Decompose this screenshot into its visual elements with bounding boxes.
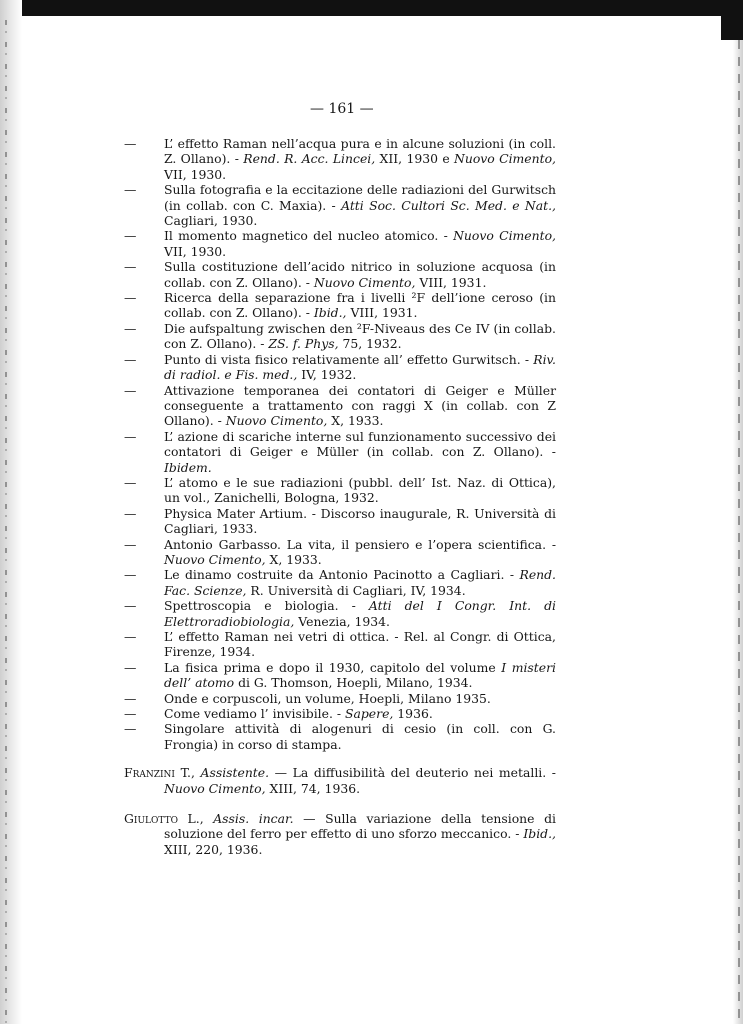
entry-text: Sulla fotografia e la eccitazione delle radiazioni del Gurwitsch (in collab. con C. Maxia). -: [164, 182, 556, 213]
scan-top-border: [0, 0, 743, 16]
publication-entry: [124, 475, 556, 506]
journal-title: Ibidem.: [164, 459, 212, 475]
journal-reference: Cagliari, 1930.: [164, 213, 258, 229]
publication-entry: [124, 691, 556, 706]
entry-text: — La diffusibilità del deuterio nei metalli. -: [274, 765, 556, 781]
entry-dash: —: [124, 382, 137, 398]
entry-dash: —: [124, 228, 137, 244]
journal-reference: 1936.: [397, 706, 433, 722]
author-name: Giulotto L.,: [124, 811, 204, 827]
entry-dash: —: [124, 567, 137, 583]
publication-entry: [124, 537, 556, 568]
entry-dash: —: [124, 428, 137, 444]
entry-dash: —: [124, 598, 137, 614]
publication-entry: [124, 136, 556, 182]
journal-title: Rend. R. Acc. Lincei,: [243, 151, 376, 167]
entry-dash: —: [124, 721, 137, 737]
entry-dash: —: [124, 290, 137, 306]
entry-text: Sulla costituzione dell’acido nitrico in soluzione acquosa (in collab. con Z. Ollano). -: [164, 259, 556, 290]
entry-dash: —: [124, 351, 137, 367]
scan-top-right-border: [721, 0, 743, 40]
publication-entry: [124, 567, 556, 598]
publication-list: [124, 136, 556, 752]
entry-text: Punto di vista fisico relativamente all’ effetto Gurwitsch. -: [164, 351, 530, 367]
entry-dash: —: [124, 505, 137, 521]
publication-entry: [124, 290, 556, 321]
entry-dash: —: [124, 474, 137, 490]
publication-entry: [124, 321, 556, 352]
journal-title: Nuovo Cimento,: [164, 780, 266, 796]
journal-reference: R. Università di Cagliari, IV, 1934.: [250, 582, 466, 598]
publication-entry: [124, 598, 556, 629]
journal-title: Ibid.,: [523, 826, 556, 842]
entry-text: — Sulla variazione della tensione di soluzione del ferro per effetto di uno sforzo meccanico. -: [164, 811, 556, 842]
franzini-entry: [124, 765, 556, 796]
journal-reference: VIII, 1931.: [419, 274, 487, 290]
publication-entry: [124, 352, 556, 383]
entry-dash: —: [124, 706, 137, 722]
entry-dash: —: [124, 259, 137, 275]
scan-left-edge: [0, 0, 22, 1024]
journal-reference: X, 1933.: [331, 413, 384, 429]
entry-text: Come vediamo l’ invisibile. -: [164, 706, 342, 722]
entry-text: Physica Mater Artium. - Discorso inaugurale, R. Università di Cagliari, 1933.: [164, 505, 556, 537]
author-role: Assis. incar.: [213, 811, 294, 827]
entry-text: L’ effetto Raman nei vetri di ottica. - Rel. al Congr. di Ottica, Firenze, 1934.: [164, 629, 556, 660]
journal-title: ZS. f. Phys,: [268, 336, 339, 352]
publication-entry: [124, 429, 556, 475]
publication-entry: [124, 383, 556, 429]
journal-title: Atti Soc. Cultori Sc. Med. e Nat.,: [341, 197, 556, 213]
journal-reference: VII, 1930.: [164, 166, 227, 182]
journal-title: Nuovo Cimento,: [313, 274, 416, 290]
entry-text: Ricerca della separazione fra i livelli ²F dell’ione ceroso (in collab. con Z. Ollano). -: [164, 290, 556, 321]
entry-text: Die aufspaltung zwischen den ²F-Niveaus des Ce IV (in collab. con Z. Ollano). -: [164, 320, 556, 352]
entry-dash: —: [124, 659, 137, 675]
journal-reference: VII, 1930.: [164, 243, 227, 259]
journal-title: Nuovo Cimento,: [225, 413, 328, 429]
journal-reference: XIII, 74, 1936.: [269, 780, 361, 796]
entry-text: L’ effetto Raman nell’acqua pura e in alcune soluzioni (in coll. Z. Ollano). -: [164, 136, 556, 167]
giulotto-entry: [124, 811, 556, 857]
journal-reference: VIII, 1931.: [350, 305, 418, 321]
journal-title: Nuovo Cimento,: [454, 151, 556, 167]
entry-dash: —: [124, 629, 137, 644]
entry-text: Il momento magnetico del nucleo atomico. -: [164, 228, 448, 244]
journal-title: Sapere,: [345, 706, 394, 722]
entry-dash: —: [124, 690, 137, 706]
journal-title: I misteri dell’ atomo: [164, 659, 556, 691]
entry-text: La fisica prima e dopo il 1930, capitolo del volume: [164, 659, 496, 675]
bibliography: [124, 136, 556, 857]
journal-title: Nuovo Cimento,: [164, 551, 266, 567]
entry-dash: —: [124, 182, 137, 198]
page-number: — 161 —: [310, 101, 374, 117]
journal-title: Nuovo Cimento,: [453, 228, 556, 244]
entry-text: L’ azione di scariche interne sul funzionamento successivo dei contatori di Geiger e Müller (in collab. con Z. Ollano). -: [164, 428, 556, 460]
journal-title: Ibid.,: [313, 305, 347, 321]
entry-dash: —: [124, 136, 137, 151]
entry-text: Singolare attività di alogenuri di cesio (in coll. con G. Frongia) in corso di stampa.: [164, 721, 556, 752]
author-name: Franzini T.,: [124, 765, 195, 781]
entry-text: Attivazione temporanea dei contatori di Geiger e Müller conseguente a trattamento con raggi X (in collab. con Z Ollano). -: [164, 382, 556, 429]
scan-right-edge: [733, 40, 743, 1024]
journal-title: Riv. di radiol. e Fis. med.,: [164, 351, 556, 383]
publication-entry: [124, 706, 556, 721]
publication-entry: [124, 228, 556, 259]
publication-entry: [124, 721, 556, 752]
journal-title: Rend. Fac. Scienze,: [164, 567, 556, 598]
journal-reference: XIII, 220, 1936.: [164, 841, 263, 857]
publication-entry: [124, 629, 556, 660]
journal-title: Atti del I Congr. Int. di Elettroradiobiologia,: [164, 598, 556, 629]
journal-reference: 75, 1932.: [342, 336, 402, 352]
journal-reference: XII, 1930 e: [379, 151, 450, 167]
publication-entry: [124, 660, 556, 691]
journal-reference: Venezia, 1934.: [298, 613, 390, 629]
publication-entry: [124, 506, 556, 537]
entry-dash: —: [124, 536, 137, 552]
entry-text: L’ atomo e le sue radiazioni (pubbl. dell’ Ist. Naz. di Ottica), un vol., Zanichelli, Bologna, 1932.: [164, 474, 556, 506]
author-role: Assistente.: [200, 765, 270, 781]
entry-text: Spettroscopia e biologia. -: [164, 598, 356, 614]
entry-text: Antonio Garbasso. La vita, il pensiero e l’opera scientifica. -: [164, 536, 556, 552]
journal-reference: di G. Thomson, Hoepli, Milano, 1934.: [238, 675, 473, 691]
publication-entry: [124, 259, 556, 290]
publication-entry: [124, 182, 556, 228]
entry-dash: —: [124, 320, 137, 336]
journal-reference: IV, 1932.: [301, 367, 357, 383]
journal-reference: X, 1933.: [269, 551, 322, 567]
entry-text: Le dinamo costruite da Antonio Pacinotto a Cagliari. -: [164, 567, 515, 583]
entry-text: Onde e corpuscoli, un volume, Hoepli, Milano 1935.: [164, 690, 491, 706]
